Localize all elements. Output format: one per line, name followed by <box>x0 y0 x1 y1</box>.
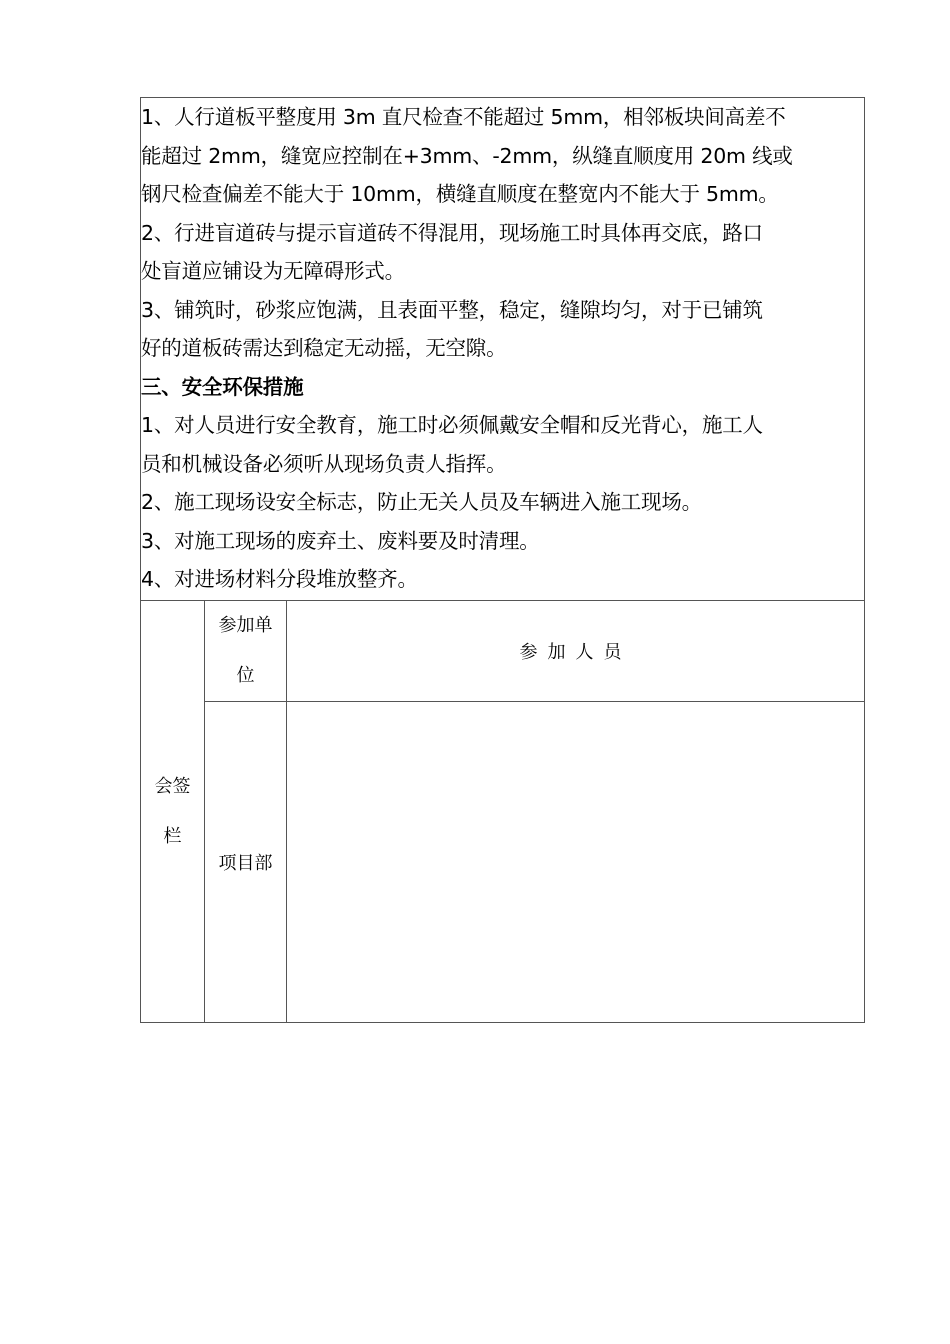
requirement-line: 1、人行道板平整度用 3m 直尺检查不能超过 5mm，相邻板块间高差不 <box>141 105 786 129</box>
sign-body-row <box>141 702 865 1023</box>
safety-line: 4、对进场材料分段堆放整齐。 <box>141 567 418 591</box>
unit-name: 项目部 <box>205 702 287 1023</box>
requirement-line: 处盲道应铺设为无障碍形式。 <box>141 259 405 283</box>
disclosure-table <box>140 97 865 1023</box>
unit-column-header: 参加单 位 <box>205 601 287 702</box>
sign-header-row <box>141 601 865 702</box>
sign-section-label: 会签 栏 <box>141 601 205 1023</box>
requirement-line: 钢尺检查偏差不能大于 10mm，横缝直顺度在整宽内不能大于 5mm。 <box>141 182 779 206</box>
requirement-line: 3、铺筑时，砂浆应饱满，且表面平整，稳定，缝隙均匀，对于已铺筑 <box>141 297 763 322</box>
requirement-line: 2、行进盲道砖与提示盲道砖不得混用，现场施工时具体再交底，路口 <box>141 220 763 245</box>
safety-line: 1、对人员进行安全教育，施工时必须佩戴安全帽和反光背心，施工人 <box>141 413 763 437</box>
safety-heading: 三、安全环保措施 <box>141 374 304 399</box>
content-cell <box>141 98 865 601</box>
requirement-line: 好的道板砖需达到稳定无动摇，无空隙。 <box>141 336 507 360</box>
safety-line: 员和机械设备必须听从现场负责人指挥。 <box>141 451 507 476</box>
content-row <box>141 98 865 601</box>
members-column-header: 参加人员 <box>287 601 865 702</box>
safety-line: 2、施工现场设安全标志，防止无关人员及车辆进入施工现场。 <box>141 490 702 514</box>
safety-line: 3、对施工现场的废弃土、废料要及时清理。 <box>141 528 540 553</box>
members-signature-area[interactable] <box>287 702 865 1023</box>
requirement-line: 能超过 2mm，缝宽应控制在+3mm、-2mm，纵缝直顺度用 20m 线或 <box>141 143 793 168</box>
